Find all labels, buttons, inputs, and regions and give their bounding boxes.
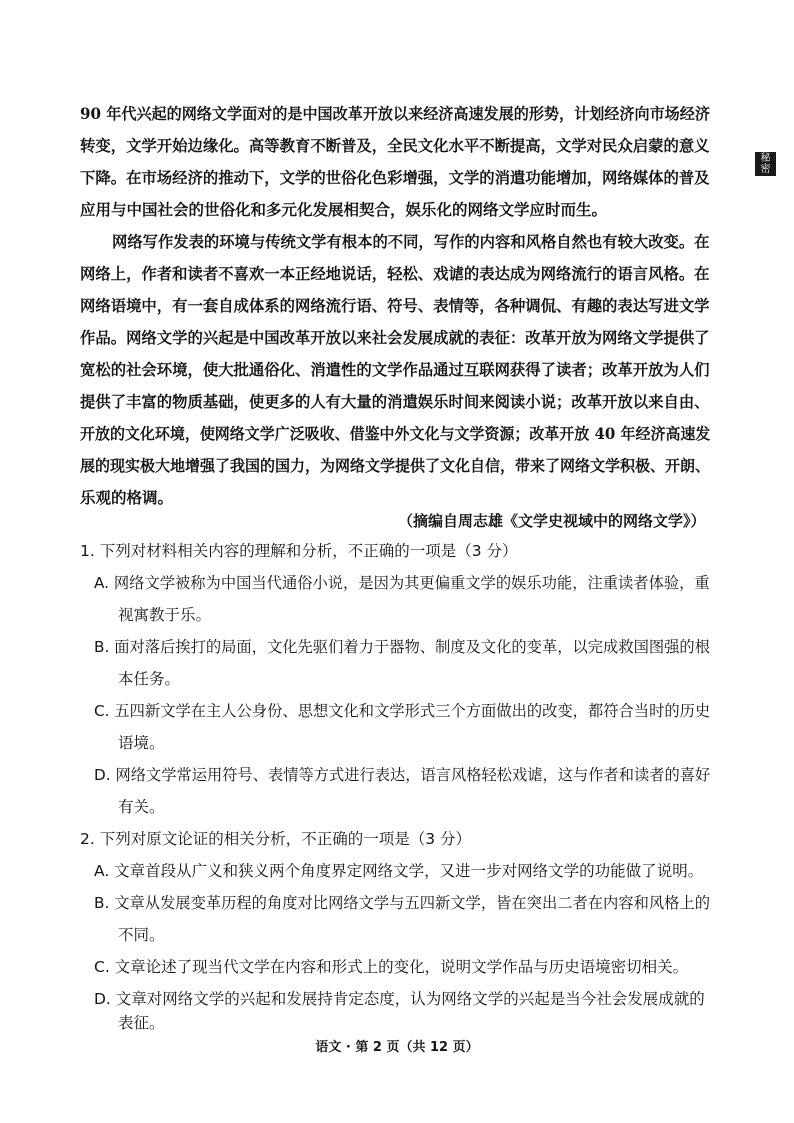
passage-line: 提供了丰富的物质基础，使更多的人有大量的消遣娱乐时间来阅读小说；改革开放以来自由、: [80, 392, 710, 411]
passage-line: 网络上，作者和读者不喜欢一本正经地说话，轻松、戏谑的表达成为网络流行的语言风格。在: [80, 264, 710, 283]
passage-line: 下降。在市场经济的推动下，文学的世俗化色彩增强，文学的消遣功能增加，网络媒体的普及: [80, 168, 710, 187]
question-1-option-a-cont: 视寓教于乐。: [118, 606, 212, 624]
question-2-option-d-cont: 表征。: [118, 1014, 165, 1032]
passage-line: 宽松的社会环境，使大批通俗化、消遣性的文学作品通过互联网获得了读者；改革开放为人们: [80, 360, 710, 379]
question-1-option-c-cont: 语境。: [118, 734, 165, 752]
question-1-option-a: A. 网络文学被称为中国当代通俗小说，是因为其更偏重文学的娱乐功能，注重读者体验，重: [94, 574, 710, 592]
page-footer: 语文 · 第 2 页（共 12 页）: [315, 1040, 479, 1055]
source-citation: （摘编自周志雄《文学史视域中的网络文学》）: [398, 512, 706, 530]
question-2-stem: 2. 下列对原文论证的相关分析，不正确的一项是（3 分）: [80, 830, 472, 848]
seal-char-2: 密: [760, 164, 771, 175]
passage-line: 网络语境中，有一套自成体系的网络流行语、符号、表情等，各种调侃、有趣的表达写进文学: [80, 296, 710, 315]
question-2-option-c: C. 文章论述了现当代文学在内容和形式上的变化，说明文学作品与历史语境密切相关。: [94, 958, 689, 976]
passage-line: 应用与中国社会的世俗化和多元化发展相契合，娱乐化的网络文学应时而生。: [80, 200, 608, 219]
question-1-option-d: D. 网络文学常运用符号、表情等方式进行表达，语言风格轻松戏谑，这与作者和读者的喜好: [94, 766, 711, 784]
passage-line: 网络写作发表的环境与传统文学有根本的不同，写作的内容和风格自然也有较大改变。在: [112, 232, 710, 251]
seal-char-1: 秘: [760, 153, 771, 164]
passage-line: 转变，文学开始边缘化。高等教育不断普及，全民文化水平不断提高，文学对民众启蒙的意义: [80, 136, 710, 155]
passage-line: 作品。网络文学的兴起是中国改革开放以来社会发展成就的表征：改革开放为网络文学提供了: [80, 328, 710, 347]
passage-line: 乐观的格调。: [80, 488, 174, 507]
question-2-option-b-cont: 不同。: [118, 926, 165, 944]
question-2-option-d: D. 文章对网络文学的兴起和发展持肯定态度，认为网络文学的兴起是当今社会发展成就的: [94, 990, 705, 1008]
question-1-option-b-cont: 本任务。: [118, 670, 181, 688]
passage-line: 展的现实极大地增强了我国的国力，为网络文学提供了文化自信，带来了网络文学积极、开朗、: [80, 456, 710, 475]
passage-line: 开放的文化环境，使网络文学广泛吸收、借鉴中外文化与文学资源；改革开放 40 年经济高速发: [80, 424, 711, 443]
passage-line: 90 年代兴起的网络文学面对的是中国改革开放以来经济高速发展的形势，计划经济向市场经济: [80, 104, 710, 123]
question-1-stem: 1. 下列对材料相关内容的理解和分析，不正确的一项是（3 分）: [80, 542, 518, 560]
question-2-option-b: B. 文章从发展变革历程的角度对比网络文学与五四新文学，皆在突出二者在内容和风格上的: [94, 894, 710, 912]
question-1-option-c: C. 五四新文学在主人公身份、思想文化和文学形式三个方面做出的改变，都符合当时的历史: [94, 702, 711, 720]
question-1-option-b: B. 面对落后挨打的局面，文化先驱们着力于器物、制度及文化的变革，以完成救国图强的根: [94, 638, 710, 656]
confidential-seal: [755, 152, 776, 176]
question-1-option-d-cont: 有关。: [118, 798, 165, 816]
question-2-option-a: A. 文章首段从广义和狭义两个角度界定网络文学，又进一步对网络文学的功能做了说明。: [94, 862, 704, 880]
